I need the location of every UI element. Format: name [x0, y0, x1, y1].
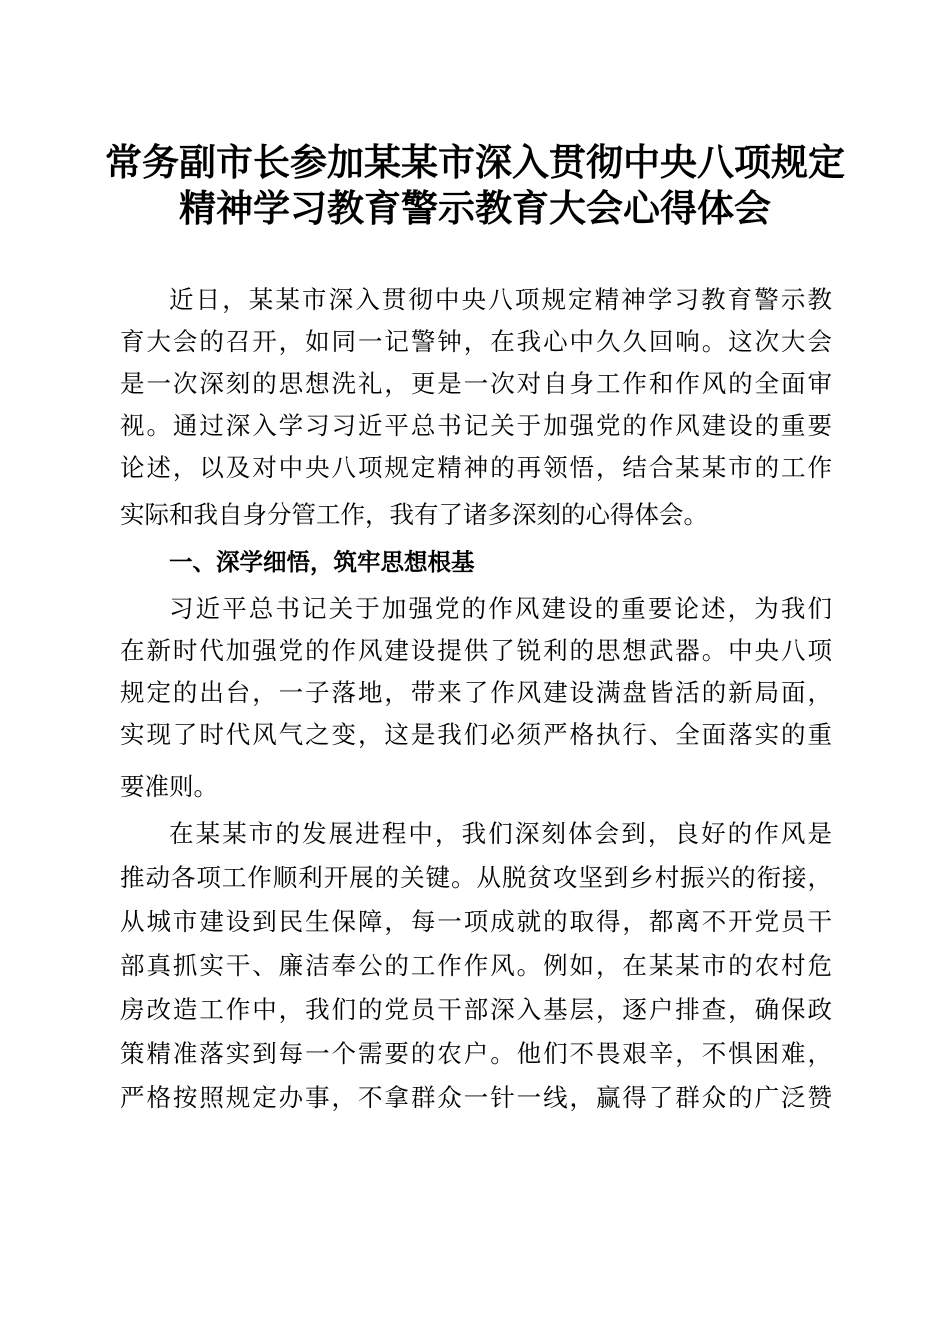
paragraph-1-line-2: 育大会的召开，如同一记警钟，在我心中久久回响。这次大会 [120, 327, 832, 356]
paragraph-1-line-5: 论述，以及对中央八项规定精神的再领悟，结合某某市的工作 [120, 453, 832, 482]
paragraph-2-line-5: 要准则。 [120, 772, 218, 801]
paragraph-2-line-3: 规定的出台，一子落地，带来了作风建设满盘皆活的新局面， [120, 678, 832, 707]
paragraph-1-line-6: 实际和我自身分管工作，我有了诸多深刻的心得体会。 [120, 500, 708, 529]
paragraph-1-line-4: 视。通过深入学习习近平总书记关于加强党的作风建设的重要 [120, 411, 832, 440]
paragraph-3-line-7: 严格按照规定办事，不拿群众一针一线，赢得了群众的广泛赞 [120, 1083, 832, 1112]
paragraph-1-line-1: 近日，某某市深入贯彻中央八项规定精神学习教育警示教 [169, 285, 832, 314]
paragraph-3-line-3: 从城市建设到民生保障，每一项成就的取得，都离不开党员干 [120, 907, 832, 936]
paragraph-2-line-2: 在新时代加强党的作风建设提供了锐利的思想武器。中央八项 [120, 636, 832, 665]
paragraph-3-line-2: 推动各项工作顺利开展的关键。从脱贫攻坚到乡村振兴的衔接， [120, 863, 832, 892]
paragraph-3-line-5: 房改造工作中，我们的党员干部深入基层，逐户排查，确保政 [120, 995, 832, 1024]
paragraph-3-line-6: 策精准落实到每一个需要的农户。他们不畏艰辛，不惧困难， [120, 1039, 832, 1068]
paragraph-2-line-1: 习近平总书记关于加强党的作风建设的重要论述，为我们 [169, 594, 832, 623]
paragraph-3-line-4: 部真抓实干、廉洁奉公的工作作风。例如，在某某市的农村危 [120, 951, 832, 980]
document-title-line-2: 精神学习教育警示教育大会心得体会 [179, 186, 771, 230]
section-heading-1: 一、深学细悟，筑牢思想根基 [169, 548, 475, 576]
paragraph-3-line-1: 在某某市的发展进程中，我们深刻体会到，良好的作风是 [169, 819, 832, 848]
paragraph-1-line-3: 是一次深刻的思想洗礼，更是一次对自身工作和作风的全面审 [120, 369, 832, 398]
document-title-line-1: 常务副市长参加某某市深入贯彻中央八项规定 [105, 140, 845, 184]
paragraph-2-line-4: 实现了时代风气之变，这是我们必须严格执行、全面落实的重 [120, 720, 832, 749]
